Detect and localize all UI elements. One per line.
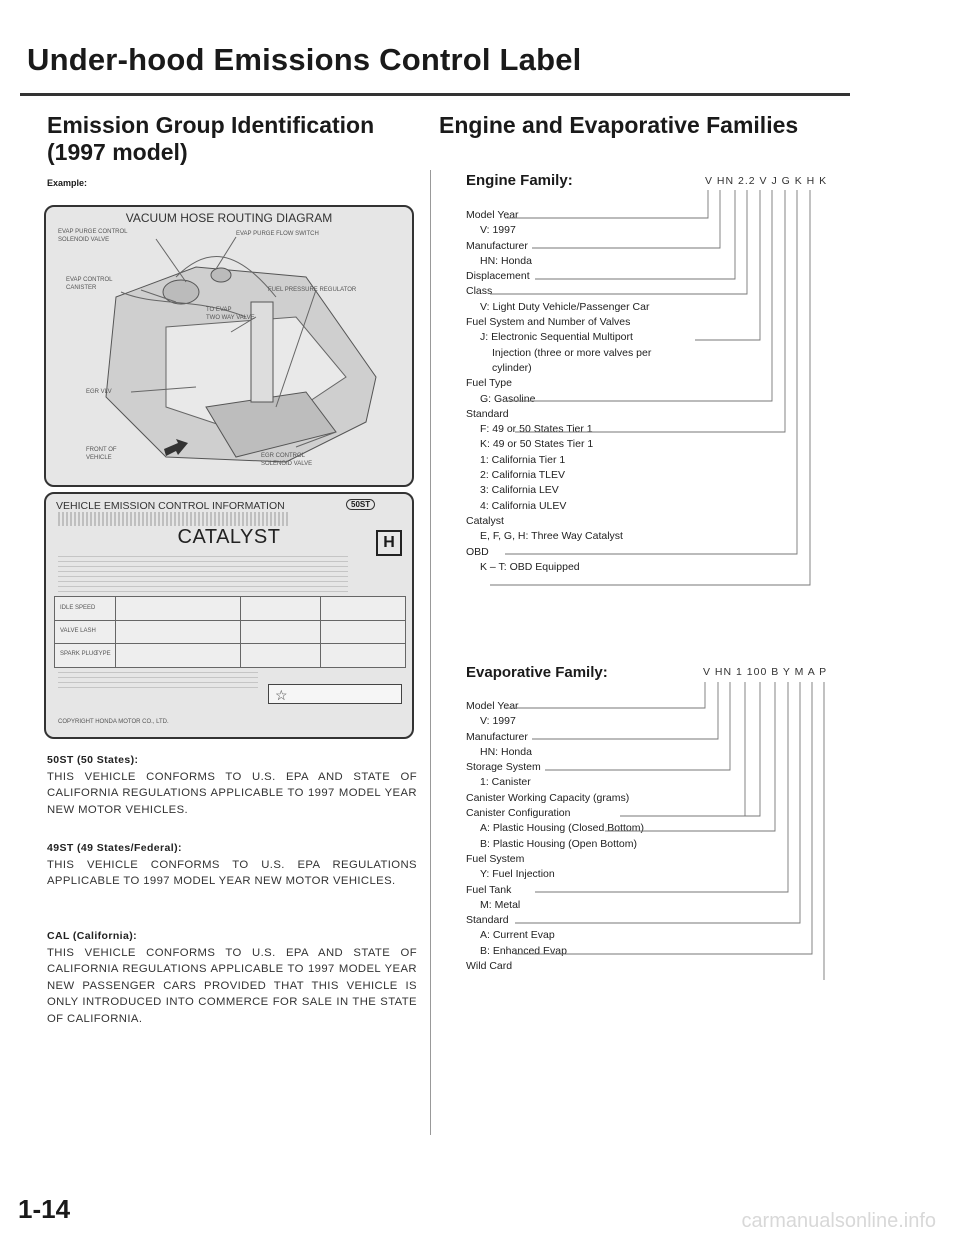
- callout-vehicle: VEHICLE: [86, 455, 112, 461]
- family-field-value: E, F, G, H: Three Way Catalyst: [480, 530, 623, 543]
- callout-evap-control: EVAP CONTROL: [66, 277, 113, 283]
- paragraph-label: 50ST (50 States):: [47, 754, 139, 766]
- evap-family-code: V HN 1 100 B Y M A P: [703, 666, 828, 678]
- callout-egr-control: EGR CONTROL: [261, 453, 306, 459]
- family-field-value: 4: California ULEV: [480, 499, 567, 512]
- spec-table: [54, 596, 406, 668]
- family-field-label: Wild Card: [466, 960, 513, 973]
- spec-spark-plug: SPARK PLUG: [60, 651, 98, 657]
- family-field-label: Model Year: [466, 209, 519, 221]
- family-field-label: Canister Configuration: [466, 807, 571, 820]
- callout-fuel-pressure-regulator: FUEL PRESSURE REGULATOR: [268, 287, 357, 293]
- paragraph-label: 49ST (49 States/Federal):: [47, 842, 182, 854]
- family-field-value: J: Electronic Sequential Multiport: [480, 331, 633, 344]
- family-field-label: Storage System: [466, 761, 541, 774]
- family-field-label: OBD: [466, 545, 489, 558]
- paragraph-text: THIS VEHICLE CONFORMS TO U.S. EPA AND STATE OF CALIFORNIA REGULATIONS APPLICABLE TO 1997 MODEL YEAR NEW PASSENGER CARS PROVIDED THAT THIS VEHICLE IS ONLY INTRODUCED INTO COMMERCE FOR SALE IN THE STATE OF CALIFORNIA.: [47, 946, 417, 1025]
- spec-valve-lash: VALVE LASH: [60, 628, 96, 634]
- family-field-label: Model Year: [466, 700, 519, 712]
- page-number: 1-14: [18, 1194, 71, 1224]
- family-field-value: HN: Honda: [480, 254, 532, 267]
- family-field-value: V: 1997: [480, 224, 516, 237]
- watermark: carmanualsonline.info: [741, 1210, 936, 1232]
- copyright-text: COPYRIGHT HONDA MOTOR CO., LTD.: [58, 719, 169, 725]
- vacuum-diagram-title: VACUUM HOSE ROUTING DIAGRAM: [125, 211, 333, 225]
- family-field-value: Injection (three or more valves per: [492, 346, 652, 359]
- paragraph-text: THIS VEHICLE CONFORMS TO U.S. EPA AND STATE OF CALIFORNIA REGULATIONS APPLICABLE TO 1997 MODEL YEAR NEW MOTOR VEHICLES.: [47, 770, 417, 816]
- fine-print-bottom: [58, 672, 258, 688]
- evap-family-label: Evaporative Family:: [466, 664, 608, 681]
- family-field-label: Standard: [466, 914, 509, 927]
- family-field-label: Standard: [466, 407, 509, 420]
- family-field-value: V: Light Duty Vehicle/Passenger Car: [480, 300, 650, 313]
- family-field-value: 1: Canister: [480, 776, 531, 789]
- engine-diagram: [46, 207, 412, 485]
- family-field-label: Canister Working Capacity (grams): [466, 791, 630, 804]
- family-field-label: Catalyst: [466, 514, 504, 527]
- emission-group-heading: [47, 112, 374, 166]
- fine-print-top: [58, 512, 288, 526]
- family-field-value: G: Gasoline: [480, 392, 536, 405]
- paragraph-label: CAL (California):: [47, 930, 138, 942]
- catalyst-text: CATALYST: [177, 526, 281, 548]
- family-field-value: A: Current Evap: [480, 929, 555, 942]
- title-rule: [20, 93, 850, 96]
- evap-leader-lines: [460, 680, 840, 980]
- family-field-label: Manufacturer: [466, 239, 528, 252]
- family-field-label: Fuel Tank: [466, 883, 512, 896]
- family-field-value: Y: Fuel Injection: [480, 868, 555, 881]
- family-field-value: F: 49 or 50 States Tier 1: [480, 423, 593, 436]
- family-field-label: Displacement: [466, 270, 530, 283]
- spec-type: TYPE: [95, 651, 111, 657]
- callout-evap-purge-control: EVAP PURGE CONTROL: [58, 229, 128, 235]
- family-field-value: B: Enhanced Evap: [480, 944, 567, 957]
- family-field-value: A: Plastic Housing (Closed Bottom): [480, 822, 644, 835]
- callout-front-of: FRONT OF: [86, 447, 117, 453]
- family-field-label: Manufacturer: [466, 730, 528, 743]
- emission-info-label: [44, 492, 414, 739]
- emission-info-title: VEHICLE EMISSION CONTROL INFORMATION: [56, 500, 285, 512]
- family-field-label: Fuel Type: [466, 377, 512, 390]
- paragraph-50st: [47, 752, 417, 818]
- spec-idle-speed: IDLE SPEED: [60, 605, 96, 611]
- family-field-value: HN: Honda: [480, 745, 532, 758]
- paragraph-cal: [47, 928, 417, 1027]
- family-field-value: V: 1997: [480, 715, 516, 728]
- example-label: Example:: [47, 178, 88, 188]
- family-field-value: K – T: OBD Equipped: [480, 560, 580, 573]
- callout-two-way-valve: TWO WAY VALVE: [206, 315, 255, 321]
- callout-to-evap: TO EVAP: [206, 307, 232, 313]
- family-field-value: 2: California TLEV: [480, 469, 566, 482]
- engine-leader-lines: [460, 188, 840, 638]
- callout-solenoid-valve: SOLENOID VALVE: [58, 237, 110, 243]
- callout-evap-purge-flow-switch: EVAP PURGE FLOW SWITCH: [236, 231, 319, 237]
- vacuum-hose-label: [44, 205, 414, 487]
- callout-egr-vlv: EGR VLV: [86, 389, 112, 395]
- heading-line-2: (1997 model): [47, 139, 188, 165]
- heading-line-1: Emission Group Identification: [47, 112, 375, 138]
- family-field-value: 1: California Tier 1: [480, 453, 566, 466]
- paragraph-text: THIS VEHICLE CONFORMS TO U.S. EPA REGULATIONS APPLICABLE TO 1997 MODEL YEAR NEW MOTOR VEHICLES.: [47, 858, 417, 887]
- callout-egr-solenoid-valve: SOLENOID VALVE: [261, 461, 313, 467]
- family-field-value: cylinder): [492, 361, 532, 374]
- families-heading: Engine and Evaporative Families: [439, 112, 799, 138]
- family-field-value: 3: California LEV: [480, 484, 559, 497]
- family-field-label: Fuel System and Number of Valves: [466, 316, 631, 329]
- family-field-value: M: Metal: [480, 898, 521, 911]
- page-title: Under-hood Emissions Control Label: [27, 42, 582, 77]
- column-divider: [430, 170, 431, 1135]
- star-icon: ☆: [268, 684, 402, 704]
- callout-canister: CANISTER: [66, 285, 97, 291]
- family-field-value: B: Plastic Housing (Open Bottom): [480, 837, 637, 850]
- family-field-value: K: 49 or 50 States Tier 1: [480, 438, 594, 451]
- engine-family-label: Engine Family:: [466, 172, 573, 189]
- family-field-label: Class: [466, 285, 493, 298]
- paragraph-49st: [47, 840, 417, 890]
- engine-family-code: V HN 2.2 V J G K H K: [705, 175, 828, 187]
- family-field-label: Fuel System: [466, 852, 525, 865]
- fine-print-body: [58, 554, 348, 592]
- honda-logo: H: [376, 530, 402, 556]
- fifty-state-badge: 50ST: [346, 499, 375, 510]
